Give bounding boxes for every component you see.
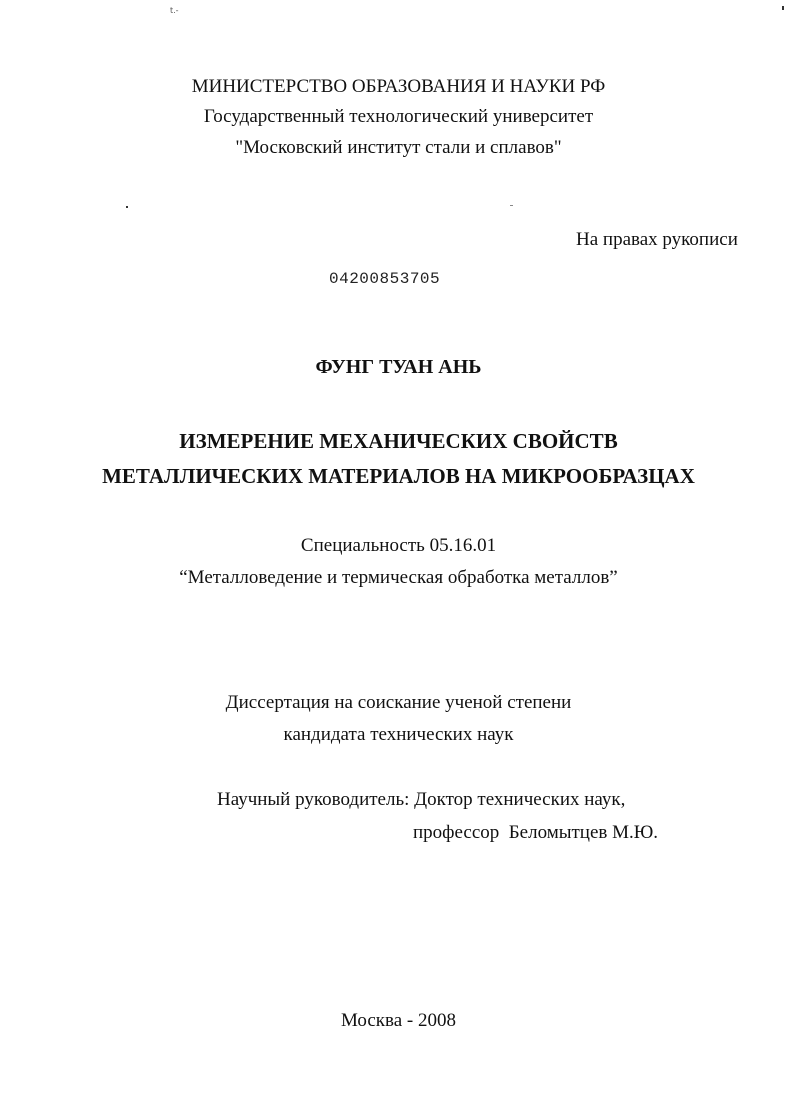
scan-speck-left <box>126 206 128 208</box>
city-year: Москва - 2008 <box>340 1010 457 1031</box>
ministry-heading: МИНИСТЕРСТВО ОБРАЗОВАНИЯ И НАУКИ РФ <box>191 76 606 97</box>
scan-speck-middle <box>510 205 513 206</box>
institute-name: "Московский институт стали и сплавов" <box>235 137 562 158</box>
specialty-code: Специальность 05.16.01 <box>300 535 497 556</box>
corner-scan-mark: t.- <box>170 6 179 15</box>
degree-line-2: кандидата технических наук <box>283 724 514 745</box>
supervisor-line-2: профессор Беломытцев М.Ю. <box>413 822 659 843</box>
university-name: Государственный технологический университет <box>203 106 594 127</box>
author-name: ФУНГ ТУАН АНЬ <box>315 356 482 378</box>
serial-number: 04200853705 <box>329 270 441 288</box>
dissertation-title-line-1: ИЗМЕРЕНИЕ МЕХАНИЧЕСКИХ СВОЙСТВ <box>179 429 618 453</box>
dissertation-title-line-2: МЕТАЛЛИЧЕСКИХ МАТЕРИАЛОВ НА МИКРООБРАЗЦАХ <box>102 464 695 488</box>
scan-speck-top-right <box>782 6 784 10</box>
specialty-name: “Металловедение и термическая обработка металлов” <box>179 567 618 588</box>
supervisor-line-1: Научный руководитель: Доктор технических наук, <box>217 789 626 810</box>
rights-note: На правах рукописи <box>576 229 738 250</box>
degree-line-1: Диссертация на соискание ученой степени <box>225 692 572 713</box>
